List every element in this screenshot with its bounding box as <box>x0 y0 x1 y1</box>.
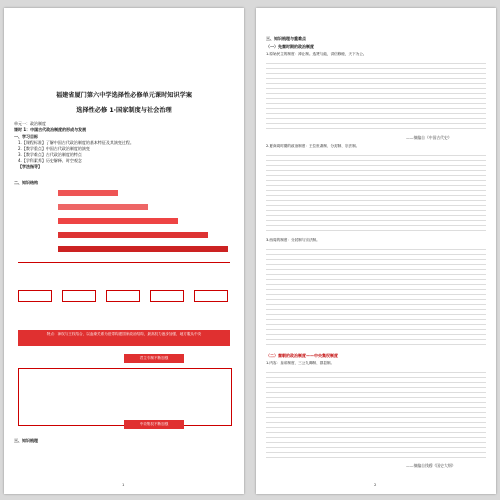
flow-box <box>150 290 184 302</box>
timeline-axis <box>18 262 230 263</box>
subsection-heading-2: （二）秦朝的政治制度——中央集权制度 <box>266 353 338 358</box>
body-text-block <box>266 152 486 232</box>
subsection-heading: （一）先秦时期的政治制度 <box>266 44 314 49</box>
monarchy-label: 君主专制不断加强 <box>124 354 184 363</box>
paragraph-4: 1.内容：皇帝制度、三公九卿制、郡县制。 <box>266 361 335 365</box>
unit-heading: 单元一：政治制度 <box>14 121 46 126</box>
timeline-bar <box>58 190 118 196</box>
timeline-bar <box>58 246 228 252</box>
document-page-right <box>256 8 496 494</box>
goals-heading: 一、学习目标 <box>14 134 38 139</box>
flow-box <box>194 290 228 302</box>
flow-box <box>18 290 52 302</box>
goal-3: 3.【教学难点】古代政治制度的特点 <box>18 152 82 157</box>
timeline-bar <box>58 232 208 238</box>
section-heading: 三、知识梳理与重难点 <box>266 36 306 41</box>
paragraph-1: 1.原始民主的制度：禅让制。选贤与能，讲信修睦，天下为公。 <box>266 52 367 56</box>
method-heading: 【学法指导】 <box>18 164 42 169</box>
timeline-bar <box>58 204 148 210</box>
feature-banner: 特点：神权与王权结合，以血缘关系为纽带构建国家政治结构，最高权力逐步加强，地方服从中央 <box>18 330 230 346</box>
structure-heading: 二、知识结构 <box>14 180 38 185</box>
document-subtitle: 选择性必修 1·国家制度与社会治理 <box>76 107 172 114</box>
paragraph-2: 2.夏商周时期的政治制度：王位世袭制、分封制、宗法制。 <box>266 144 360 148</box>
document-title: 福建省厦门第六中学选择性必修单元课时知识学案 <box>55 92 193 99</box>
system-diagram <box>18 368 232 426</box>
document-page-left <box>4 8 244 494</box>
knowledge-heading: 三、知识梳理 <box>14 438 38 443</box>
centralization-label: 中央集权不断加强 <box>124 420 184 429</box>
citation: ——摘编自《中国古代史》 <box>406 135 452 140</box>
goal-1: 1.【课程标准】了解中国古代政治制度的基本特征及其演变过程。 <box>18 140 134 145</box>
citation: ——摘编自钱穆《国史大纲》 <box>406 463 456 468</box>
timeline-bar <box>58 218 178 224</box>
goal-4: 4.【学科素养】历史解释、时空观念 <box>18 158 82 163</box>
flow-row <box>18 286 230 326</box>
goal-2: 2.【教学重点】中国古代政治制度的演变 <box>18 146 90 151</box>
body-text-block <box>266 246 486 346</box>
flow-box <box>62 290 96 302</box>
timeline-diagram <box>18 190 230 278</box>
flow-box <box>106 290 140 302</box>
page-number: 2 <box>374 482 377 487</box>
page-number: 1 <box>122 482 125 487</box>
paragraph-3: 3.西周的制度：分封制与宗法制。 <box>266 238 320 242</box>
lesson-heading: 课时 1：中国古代政治制度的形成与发展 <box>14 127 87 132</box>
body-text-block <box>266 60 486 132</box>
body-text-block <box>266 369 486 459</box>
